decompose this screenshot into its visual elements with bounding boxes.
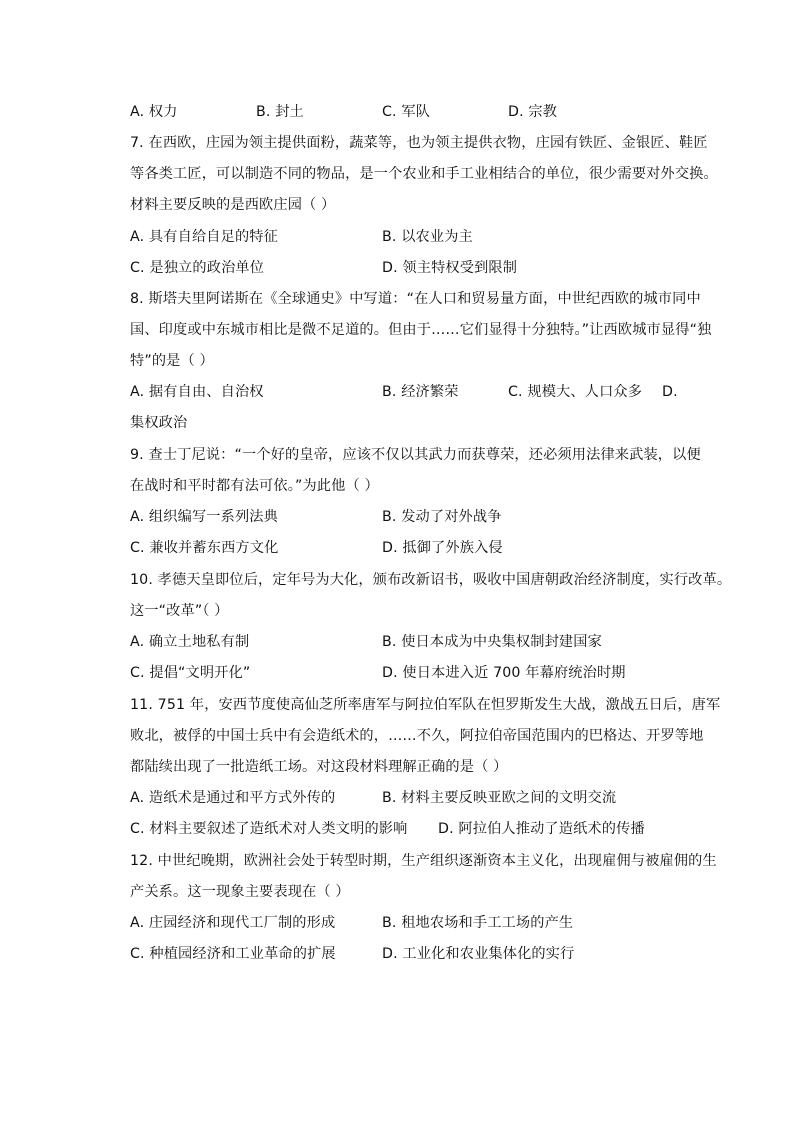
q9-stem-line-1: 9. 查士丁尼说：“一个好的皇帝，应该不仅以其武力而获尊荣，还必须用法律来武装，以便	[130, 447, 701, 463]
q12-stem-line-1: 12. 中世纪晚期，欧洲社会处于转型时期，生产组织逐渐资本主义化，出现雇佣与被雇佣的生	[130, 853, 717, 869]
q12-option-a: A. 庄园经济和现代工厂制的形成	[130, 915, 336, 931]
q7-stem-line-3: 材料主要反映的是西欧庄园（ ）	[130, 197, 336, 213]
q10-option-a: A. 确立土地私有制	[130, 634, 250, 650]
q7-stem-line-2: 等各类工匠，可以制造不同的物品，是一个农业和手工业相结合的单位，很少需要对外交换。	[130, 166, 718, 182]
q7-stem-line-1: 7. 在西欧，庄园为领主提供面粉，蔬菜等，也为领主提供衣物，庄园有铁匠、金银匠、鞋匠	[130, 135, 708, 151]
q8-option-c: C. 规模大、人口众多	[508, 384, 643, 400]
q9-option-a: A. 组织编写一系列法典	[130, 509, 278, 525]
q8-stem-line-1: 8. 斯塔夫里阿诺斯在《全球通史》中写道：“在人口和贸易量方面，中世纪西欧的城市同中	[130, 291, 701, 307]
q11-stem-line-3: 都陆续出现了一批造纸工场。对这段材料理解正确的是（ ）	[130, 759, 508, 775]
q8-stem-line-2: 国、印度或中东城市相比是微不足道的。但由于……它们显得十分独特。”让西欧城市显得“独	[130, 322, 712, 338]
q11-stem-line-2: 败北，被俘的中国士兵中有会造纸术的，……不久，阿拉伯帝国范围内的巴格达、开罗等地	[130, 728, 704, 744]
q10-option-b: B. 使日本成为中央集权制封建国家	[382, 634, 602, 650]
q10-stem-line-2: 这一“改革”（ ）	[130, 603, 229, 619]
q7-option-b: B. 以农业为主	[382, 229, 473, 245]
q11-option-d: D. 阿拉伯人推动了造纸术的传播	[438, 821, 645, 837]
q10-stem-line-1: 10. 孝德天皇即位后，定年号为大化，颁布改新诏书，吸收中国唐朝政治经济制度，实行改革。	[130, 572, 732, 588]
q9-option-c: C. 兼收并蓄东西方文化	[130, 540, 279, 556]
q10-option-d: D. 使日本进入近 700 年幕府统治时期	[382, 665, 626, 681]
q9-stem-line-2: 在战时和平时都有法可依。”为此他（ ）	[130, 478, 379, 494]
q8-option-d-text: 集权政治	[130, 415, 188, 431]
q7-option-c: C. 是独立的政治单位	[130, 260, 265, 276]
q11-stem-line-1: 11. 751 年，安西节度使高仙芝所率唐军与阿拉伯军队在怛罗斯发生大战，激战五日后，唐军	[130, 697, 721, 713]
q8-stem-line-3: 特”的是（ ）	[130, 353, 214, 369]
q8-option-a: A. 据有自由、自治权	[130, 384, 264, 400]
q8-option-d: D.	[662, 384, 678, 400]
q12-option-c: C. 种植园经济和工业革命的扩展	[130, 946, 336, 962]
q6-option-b: B. 封土	[256, 104, 304, 120]
q7-option-a: A. 具有自给自足的特征	[130, 229, 278, 245]
q6-option-c: C. 军队	[382, 104, 431, 120]
q6-option-d: D. 宗教	[508, 104, 558, 120]
q7-option-d: D. 领主特权受到限制	[382, 260, 518, 276]
q9-option-d: D. 抵御了外族入侵	[382, 540, 503, 556]
q11-option-a: A. 造纸术是通过和平方式外传的	[130, 790, 336, 806]
q12-option-b: B. 租地农场和手工工场的产生	[382, 915, 574, 931]
q12-option-d: D. 工业化和农业集体化的实行	[382, 946, 575, 962]
q6-option-a: A. 权力	[130, 104, 178, 120]
q11-option-c: C. 材料主要叙述了造纸术对人类文明的影响	[130, 821, 408, 837]
q9-option-b: B. 发动了对外战争	[382, 509, 502, 525]
q12-stem-line-2: 产关系。这一现象主要表现在（ ）	[130, 884, 350, 900]
q11-option-b: B. 材料主要反映亚欧之间的文明交流	[382, 790, 617, 806]
q10-option-c: C. 提倡“文明开化”	[130, 665, 251, 681]
q8-option-b: B. 经济繁荣	[382, 384, 459, 400]
